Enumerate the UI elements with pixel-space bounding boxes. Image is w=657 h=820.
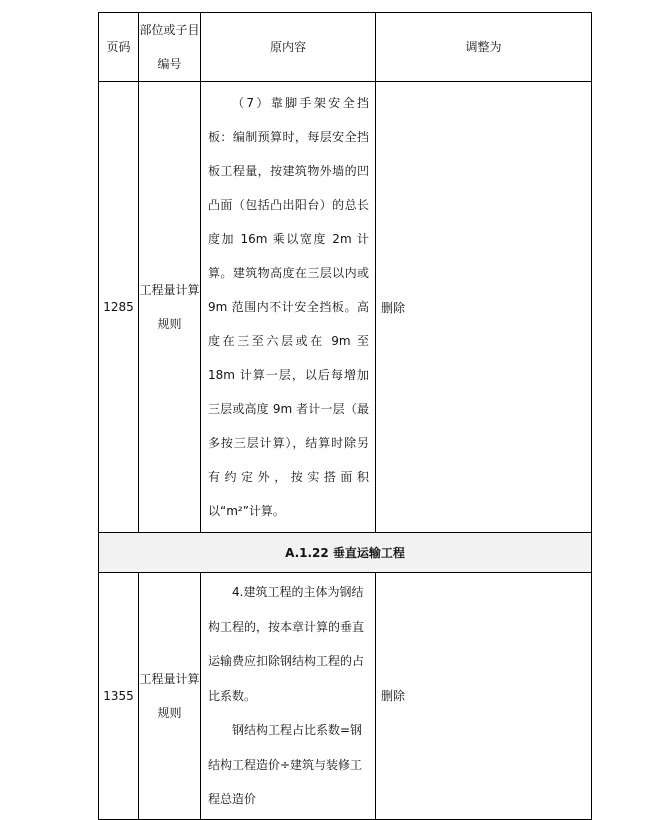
original-paragraph: （7）靠脚手架安全挡板：编制预算时，每层安全挡板工程量，按建筑物外墙的凹凸面（包括凸出阳台）的总长度加 16m 乘以宽度 2m 计算。建筑物高度在三层以内或 9m 范围内不计安全挡板。高度在三至六层或在 9m 至 18m 计算一层，以后每增加三层或高度 9m 者计一层（最多按三层计算），结算时除另有约定外，按实搭面积以“m²”计算。	[208, 96, 369, 518]
table-row	[99, 573, 592, 820]
header-part-code: 部位或子目编号	[139, 13, 201, 82]
row-part-code: 工程量计算规则	[139, 573, 201, 820]
row-adjusted-content: 删除	[376, 573, 592, 820]
row-part-code: 工程量计算规则	[139, 82, 201, 533]
original-paragraph: 钢结构工程占比系数=钢结构工程造价÷建筑与装修工程总造价	[208, 723, 363, 806]
row-original-content	[201, 82, 376, 533]
header-page-no: 页码	[99, 13, 139, 82]
table-row	[99, 82, 592, 533]
row-page-no: 1285	[99, 82, 139, 533]
adjustment-table	[98, 12, 592, 820]
row-original-content	[201, 573, 376, 820]
table-header-row	[99, 13, 592, 82]
row-page-no: 1355	[99, 573, 139, 820]
row-adjusted-content: 删除	[376, 82, 592, 533]
header-original: 原内容	[201, 13, 376, 82]
header-adjusted: 调整为	[376, 13, 592, 82]
section-title: A.1.22 垂直运输工程	[99, 533, 592, 573]
section-row	[99, 533, 592, 573]
original-paragraph: 4.建筑工程的主体为钢结构工程的，按本章计算的垂直运输费应扣除钢结构工程的占比系数。	[208, 585, 365, 703]
